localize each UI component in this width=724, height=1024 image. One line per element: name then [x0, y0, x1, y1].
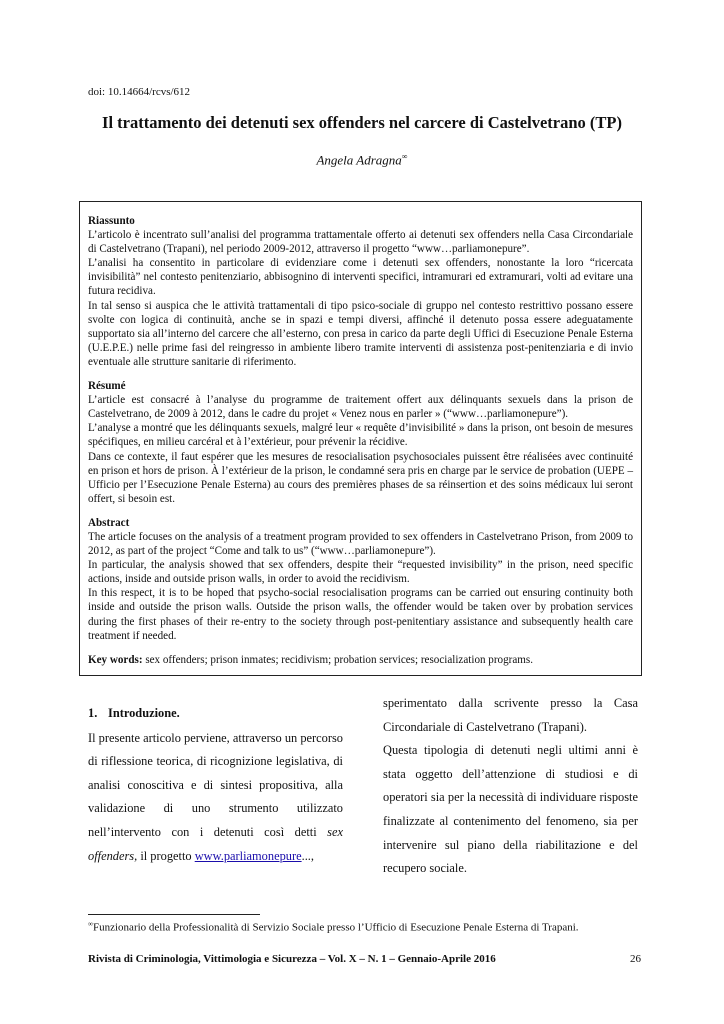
abstract-paragraph: L’articolo è incentrato sull’analisi del programma trattamentale offerto ai detenuti sex offenders nella Casa Circondariale di Castelvetrano (Trapani), nel periodo 2009-2012, attraverso il progetto “www…parliamonepure”.: [88, 229, 633, 256]
abstract-paragraph: In this respect, it is to be hoped that psycho-social resocialisation programs can be carried out ensuring continuity both inside and outside the prison walls. Outside the prison walls, the offender would be taken over by probation services during the first phases of their re-entry to the society through post-penitentiary assistance and subsequently health care treatment if needed.: [88, 587, 633, 642]
abstract-paragraph: L’analyse a montré que les délinquants sexuels, malgré leur « requête d’invisibilité » dans la prison, ont besoin de mesures spécifiques, en milieu carcéral et à l’extérieur, pour prévenir la récidive.: [88, 422, 633, 449]
abstract-paragraph: Dans ce contexte, il faut espérer que les mesures de resocialisation psychosociales puissent être réalisées avec continuité en prison et hors de prison. À l’extérieur de la prison, le condamné sera pris en charge par le service de probation (UEPE – Ufficio per l’Esecuzione Penale Esterna) au cours des premières phases de sa réinsertion et des soins médicaux lui seront offert, si besoin est.: [88, 450, 633, 505]
keywords: [88, 653, 633, 667]
doi: doi: 10.14664/rcvs/612: [88, 86, 191, 98]
abstract-section-resume: [88, 379, 633, 506]
abstract-paragraph: L’article est consacré à l’analyse du programme de traitement offert aux délinquants sexuels dans la prison de Castelvetrano, de 2009 à 2012, dans le cadre du projet « Venez nous en parler » (“www…parliamonepure”).: [88, 394, 633, 421]
section-title: Introduzione.: [108, 706, 180, 720]
abstract-paragraph: L’analisi ha consentito in particolare di evidenziare come i detenuti sex offenders, nonostante la loro “ricercata invisibilità” nel contesto penitenziario, abbisognino di interventi specifici, intramurari ed extramurari, volti ad evitare una futura recidiva.: [88, 257, 633, 298]
keywords-label: Key words:: [88, 653, 143, 666]
project-link[interactable]: www.parliamonepure: [194, 848, 302, 863]
abstract-heading: Riassunto: [88, 215, 135, 227]
abstract-section-abstract: [88, 516, 633, 643]
footnote-divider: [88, 914, 260, 915]
section-number: 1.: [88, 706, 98, 720]
abstract-section-riassunto: [88, 214, 633, 369]
intro-paragraph: [88, 727, 343, 869]
journal-footer: Rivista di Criminologia, Vittimologia e Sicurezza – Vol. X – N. 1 – Gennaio-Aprile 2016: [88, 953, 496, 965]
abstract-heading: Résumé: [88, 380, 126, 393]
page-number: 26: [630, 953, 641, 965]
abstract-paragraph: In tal senso si auspica che le attività trattamentali di tipo psico-sociale di gruppo nel contesto restrittivo possano essere svolte con logica di continuità, anche se in spazi e tempi diversi, affinché il detenuto possa essere adeguatamente supportato sia all’interno del carcere che all’esterno, con presa in carico da parte degli Uffici di Esecuzione Penale Esterna (U.E.P.E.) nelle prime fasi del reingresso in ambiente libero tramite interventi di assistenza post-penitenziaria e di invio eventuale alle strutture sanitarie di riferimento.: [88, 299, 633, 368]
footnote-text: Funzionario della Professionalità di Servizio Sociale presso l’Ufficio di Esecuzione Penale Esterna di Trapani.: [93, 921, 579, 934]
keywords-text: sex offenders; prison inmates; recidivism; probation services; resocialization programs.: [142, 653, 533, 666]
intro-text: il progetto: [137, 848, 195, 863]
abstract-box: [79, 201, 642, 676]
footnote: [88, 920, 579, 934]
abstract-heading: Abstract: [88, 516, 130, 529]
right-column: [383, 692, 638, 881]
intro-text: Il presente articolo perviene, attraverso un percorso di riflessione teorica, di ricognizione legislativa, di analisi conoscitiva e di sintesi propositiva, alla validazione di uno strumento utilizzato nell’intervento con i detenuti così detti: [88, 730, 343, 839]
intro-italic: sex offenders,: [88, 824, 343, 863]
abstract-paragraph: In particular, the analysis showed that sex offenders, despite their “requested invisibility” in the prison, need specific actions, inside and outside prison walls, in order to avoid the recidivism.: [88, 559, 633, 586]
left-column: [88, 702, 343, 868]
author-name: Angela Adragna: [316, 152, 402, 168]
footnote-mark: ∞: [88, 920, 93, 928]
author-footnote-mark: ∞: [401, 152, 408, 161]
article-title: Il trattamento dei detenuti sex offenders nel carcere di Castelvetrano (TP): [102, 113, 622, 132]
body-paragraph: sperimentato dalla scrivente presso la Casa Circondariale di Castelvetrano (Trapani).: [383, 696, 638, 734]
abstract-paragraph: The article focuses on the analysis of a treatment program provided to sex offenders in Castelvetrano Prison, from 2009 to 2012, as part of the project “Come and talk to us” (“www…parliamonepure”).: [88, 530, 633, 558]
author: [0, 152, 724, 168]
intro-text: ...,: [301, 848, 314, 863]
body-paragraph: Questa tipologia di detenuti negli ultimi anni è stata oggetto dell’attenzione di studiosi e di operatori sia per la necessità di individuare risposte finalizzate al contenimento del fenomeno, sia per intervenire sul piano della riabilitazione e del recupero sociale.: [383, 743, 638, 876]
section-heading: [88, 702, 343, 726]
